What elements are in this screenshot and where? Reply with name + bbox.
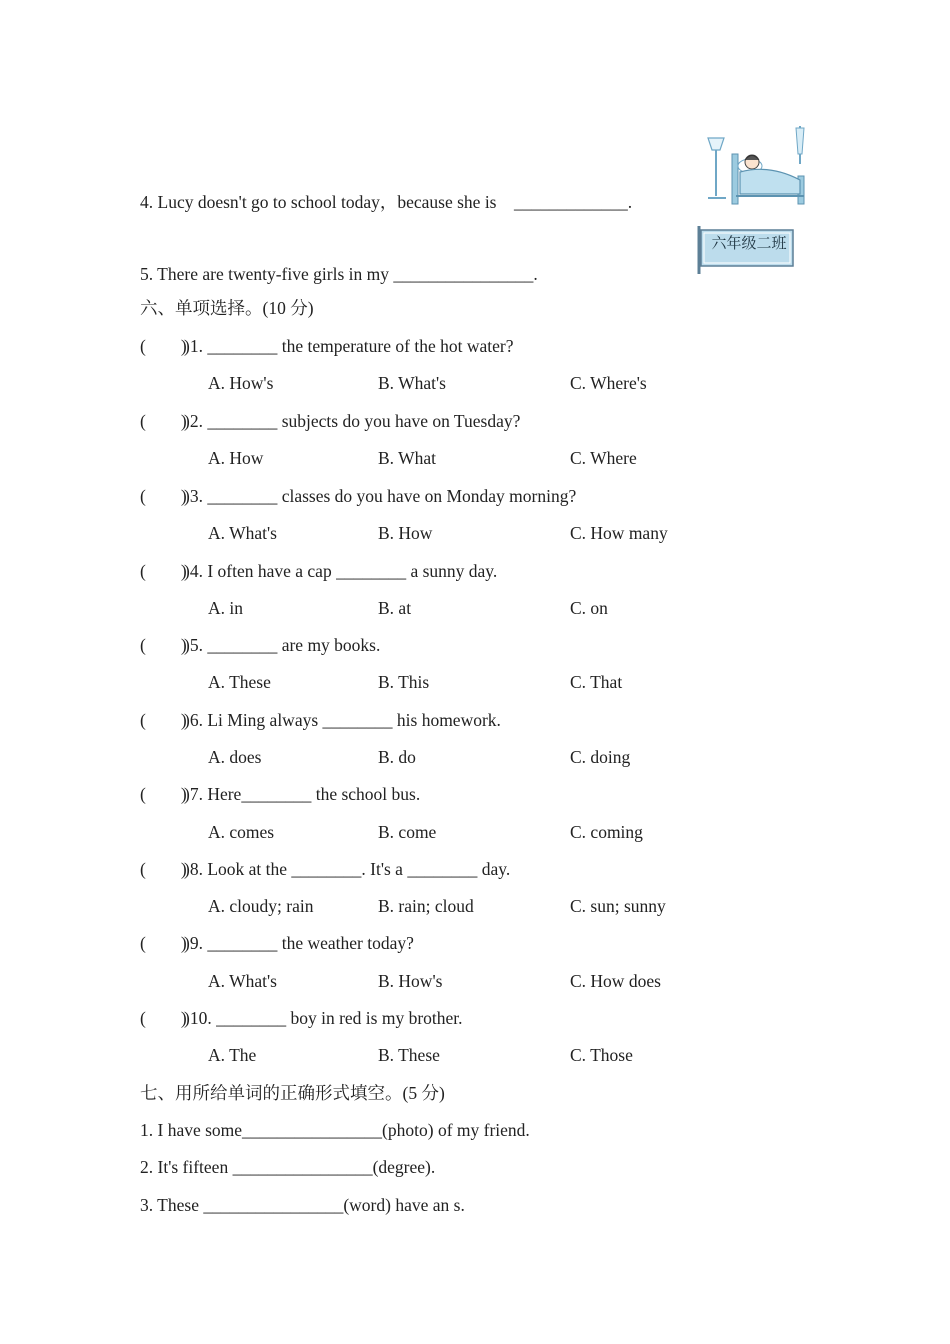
option-c: C. Where's [570, 373, 647, 393]
word-form-item: 1. I have some________________(photo) of my friend. [140, 1120, 530, 1140]
class-sign-label: 六年级二班 [711, 234, 787, 252]
section-7-heading: 七、用所给单词的正确形式填空。(5 分) [140, 1083, 445, 1103]
question-text: )6. Li Ming always ________ his homework. [184, 710, 501, 730]
option-b: B. This [378, 672, 430, 692]
option-b: B. rain; cloud [378, 896, 474, 916]
answer-paren[interactable]: ( ) [140, 784, 187, 804]
question-text: )2. ________ subjects do you have on Tuesday? [184, 411, 521, 431]
word-form-item: 2. It's fifteen ________________(degree). [140, 1157, 436, 1177]
option-a: A. cloudy; rain [208, 896, 314, 916]
question-text: )8. Look at the ________. It's a ________ day. [184, 859, 511, 879]
question-text: )4. I often have a cap ________ a sunny day. [184, 561, 498, 581]
option-a: A. What's [208, 971, 277, 991]
option-c: C. coming [570, 822, 643, 842]
question-text: )9. ________ the weather today? [184, 933, 414, 953]
fill-question-5: 5. There are twenty-five girls in my ________________. [140, 264, 538, 284]
question-text: )1. ________ the temperature of the hot water? [184, 336, 514, 356]
option-b: B. What [378, 448, 437, 468]
option-b: B. How's [378, 971, 443, 991]
option-a: A. comes [208, 822, 275, 842]
question-text: )5. ________ are my books. [184, 635, 381, 655]
section-6-heading: 六、单项选择。(10 分) [140, 298, 314, 318]
answer-paren[interactable]: ( ) [140, 336, 187, 356]
option-c: C. doing [570, 747, 631, 767]
option-c: C. on [570, 598, 608, 618]
option-a: A. The [208, 1045, 257, 1065]
option-a: A. What's [208, 523, 277, 543]
option-c: C. Where [570, 448, 637, 468]
option-b: B. do [378, 747, 416, 767]
option-c: C. That [570, 672, 623, 692]
answer-paren[interactable]: ( ) [140, 411, 187, 431]
option-a: A. These [208, 672, 271, 692]
option-c: C. How does [570, 971, 661, 991]
option-b: B. These [378, 1045, 440, 1065]
option-c: C. Those [570, 1045, 633, 1065]
option-a: A. How [208, 448, 264, 468]
option-b: B. at [378, 598, 412, 618]
answer-paren[interactable]: ( ) [140, 561, 187, 581]
option-b: B. come [378, 822, 437, 842]
option-a: A. does [208, 747, 262, 767]
answer-paren[interactable]: ( ) [140, 635, 187, 655]
answer-paren[interactable]: ( ) [140, 859, 187, 879]
option-c: C. sun; sunny [570, 896, 666, 916]
fill-question-4: 4. Lucy doesn't go to school today，because she is _____________. [140, 192, 633, 212]
answer-paren[interactable]: ( ) [140, 933, 187, 953]
answer-paren[interactable]: ( ) [140, 710, 187, 730]
word-form-item: 3. These ________________(word) have an s. [140, 1195, 465, 1215]
question-text: )3. ________ classes do you have on Monday morning? [184, 486, 577, 506]
question-text: )7. Here________ the school bus. [184, 784, 421, 804]
question-text: )10. ________ boy in red is my brother. [184, 1008, 463, 1028]
answer-paren[interactable]: ( ) [140, 1008, 187, 1028]
option-a: A. in [208, 598, 243, 618]
option-b: B. How [378, 523, 433, 543]
answer-paren[interactable]: ( ) [140, 486, 187, 506]
option-c: C. How many [570, 523, 668, 543]
sick-girl-in-bed-illustration [700, 124, 810, 208]
option-a: A. How's [208, 373, 274, 393]
option-b: B. What's [378, 373, 446, 393]
